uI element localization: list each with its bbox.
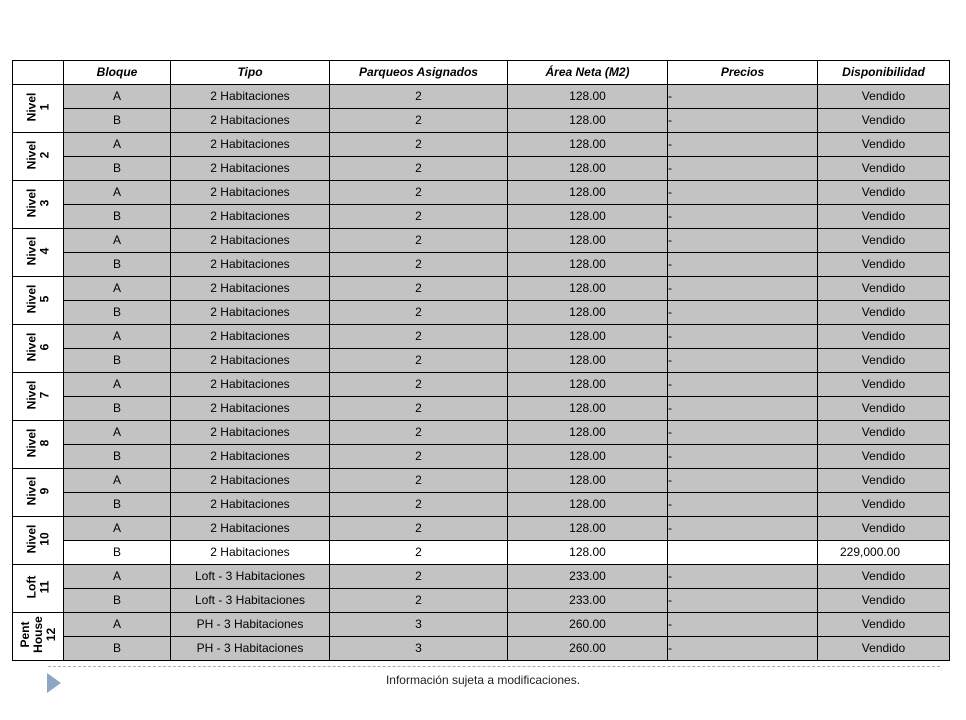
cell-bloque: A bbox=[64, 517, 171, 541]
cell-tipo: 2 Habitaciones bbox=[171, 301, 330, 325]
cell-tipo: PH - 3 Habitaciones bbox=[171, 637, 330, 661]
cell-bloque: A bbox=[64, 421, 171, 445]
cell-tipo: Loft - 3 Habitaciones bbox=[171, 565, 330, 589]
table-row bbox=[13, 469, 950, 493]
cell-disponibilidad: Vendido bbox=[818, 565, 950, 589]
cell-precio: - bbox=[668, 637, 818, 661]
header-area: Área Neta (M2) bbox=[508, 61, 668, 85]
table-row bbox=[13, 277, 950, 301]
cell-area: 233.00 bbox=[508, 565, 668, 589]
table-row bbox=[13, 205, 950, 229]
cell-bloque: B bbox=[64, 157, 171, 181]
cell-precio: - bbox=[668, 517, 818, 541]
cell-precio: - bbox=[668, 589, 818, 613]
cell-precio: - bbox=[668, 397, 818, 421]
cell-parqueos: 2 bbox=[330, 229, 508, 253]
level-label-cell bbox=[13, 133, 64, 181]
table-row bbox=[13, 445, 950, 469]
level-label: Nivel 5 bbox=[24, 284, 51, 313]
cell-bloque: B bbox=[64, 541, 171, 565]
level-label: Nivel 4 bbox=[24, 236, 51, 265]
cell-tipo: 2 Habitaciones bbox=[171, 493, 330, 517]
units-table bbox=[12, 60, 950, 661]
cell-precio: - bbox=[668, 493, 818, 517]
level-label-cell bbox=[13, 277, 64, 325]
cell-parqueos: 2 bbox=[330, 253, 508, 277]
cell-disponibilidad: Vendido bbox=[818, 373, 950, 397]
cell-disponibilidad: Vendido bbox=[818, 493, 950, 517]
cell-parqueos: 2 bbox=[330, 565, 508, 589]
level-label-cell bbox=[13, 421, 64, 469]
cell-tipo: PH - 3 Habitaciones bbox=[171, 613, 330, 637]
header-precios: Precios bbox=[668, 61, 818, 85]
cell-parqueos: 2 bbox=[330, 541, 508, 565]
cell-disponibilidad: Vendido bbox=[818, 229, 950, 253]
table-row bbox=[13, 301, 950, 325]
cell-precio: - bbox=[668, 229, 818, 253]
table-row bbox=[13, 397, 950, 421]
cell-bloque: A bbox=[64, 565, 171, 589]
level-label: Nivel 1 bbox=[24, 92, 51, 121]
cell-bloque: B bbox=[64, 205, 171, 229]
cell-tipo: 2 Habitaciones bbox=[171, 541, 330, 565]
cell-area: 260.00 bbox=[508, 613, 668, 637]
level-label-cell bbox=[13, 613, 64, 661]
level-label: Nivel 8 bbox=[24, 428, 51, 457]
table-row bbox=[13, 85, 950, 109]
level-label-cell bbox=[13, 517, 64, 565]
table-row bbox=[13, 109, 950, 133]
cell-area: 260.00 bbox=[508, 637, 668, 661]
cell-parqueos: 2 bbox=[330, 181, 508, 205]
cell-precio: - bbox=[668, 613, 818, 637]
cell-parqueos: 2 bbox=[330, 493, 508, 517]
cell-area: 128.00 bbox=[508, 229, 668, 253]
header-bloque: Bloque bbox=[64, 61, 171, 85]
cell-bloque: B bbox=[64, 301, 171, 325]
cell-bloque: B bbox=[64, 589, 171, 613]
cell-tipo: Loft - 3 Habitaciones bbox=[171, 589, 330, 613]
cell-area: 128.00 bbox=[508, 421, 668, 445]
cell-precio: - bbox=[668, 325, 818, 349]
cell-parqueos: 2 bbox=[330, 397, 508, 421]
cell-disponibilidad: Vendido bbox=[818, 637, 950, 661]
cell-disponibilidad: Vendido bbox=[818, 133, 950, 157]
cell-disponibilidad: Vendido bbox=[818, 349, 950, 373]
table-row bbox=[13, 421, 950, 445]
cell-tipo: 2 Habitaciones bbox=[171, 109, 330, 133]
table-row bbox=[13, 349, 950, 373]
table-row bbox=[13, 133, 950, 157]
cell-area: 128.00 bbox=[508, 205, 668, 229]
table-row bbox=[13, 229, 950, 253]
cell-disponibilidad: Vendido bbox=[818, 517, 950, 541]
level-label-cell bbox=[13, 373, 64, 421]
cell-area: 128.00 bbox=[508, 253, 668, 277]
cell-precio: - bbox=[668, 181, 818, 205]
cell-precio: - bbox=[668, 373, 818, 397]
cell-disponibilidad: Vendido bbox=[818, 325, 950, 349]
table-row bbox=[13, 613, 950, 637]
level-label: Loft 11 bbox=[24, 575, 51, 598]
cell-tipo: 2 Habitaciones bbox=[171, 85, 330, 109]
cell-bloque: B bbox=[64, 493, 171, 517]
cell-precio: - bbox=[668, 301, 818, 325]
table-row bbox=[13, 253, 950, 277]
cell-disponibilidad: Vendido bbox=[818, 397, 950, 421]
table-row bbox=[13, 637, 950, 661]
header-row bbox=[13, 61, 950, 85]
level-label: Nivel 6 bbox=[24, 332, 51, 361]
cell-tipo: 2 Habitaciones bbox=[171, 133, 330, 157]
cell-precio: - bbox=[668, 85, 818, 109]
cell-area: 128.00 bbox=[508, 325, 668, 349]
level-label-cell bbox=[13, 469, 64, 517]
cell-area: 128.00 bbox=[508, 469, 668, 493]
cell-area: 128.00 bbox=[508, 445, 668, 469]
level-label-cell bbox=[13, 325, 64, 373]
cell-parqueos: 2 bbox=[330, 301, 508, 325]
cell-disponibilidad: Vendido bbox=[818, 301, 950, 325]
cell-disponibilidad: Vendido bbox=[818, 589, 950, 613]
cell-precio: - bbox=[668, 445, 818, 469]
level-label: Pent House 12 bbox=[17, 616, 58, 653]
cell-bloque: A bbox=[64, 85, 171, 109]
cell-precio: - bbox=[668, 205, 818, 229]
cell-bloque: A bbox=[64, 613, 171, 637]
cell-area: 128.00 bbox=[508, 157, 668, 181]
table-row bbox=[13, 565, 950, 589]
cell-precio: - bbox=[668, 109, 818, 133]
cell-bloque: B bbox=[64, 109, 171, 133]
cell-bloque: A bbox=[64, 373, 171, 397]
cell-parqueos: 2 bbox=[330, 133, 508, 157]
cell-disponibilidad: Vendido bbox=[818, 253, 950, 277]
cell-parqueos: 2 bbox=[330, 517, 508, 541]
cell-bloque: A bbox=[64, 325, 171, 349]
cell-precio: - bbox=[668, 349, 818, 373]
cell-bloque: A bbox=[64, 277, 171, 301]
cell-tipo: 2 Habitaciones bbox=[171, 517, 330, 541]
cell-area: 128.00 bbox=[508, 277, 668, 301]
cell-parqueos: 2 bbox=[330, 349, 508, 373]
cell-tipo: 2 Habitaciones bbox=[171, 277, 330, 301]
cell-area: 128.00 bbox=[508, 397, 668, 421]
cell-precio: - bbox=[668, 469, 818, 493]
cell-tipo: 2 Habitaciones bbox=[171, 181, 330, 205]
level-label-cell bbox=[13, 181, 64, 229]
cell-parqueos: 2 bbox=[330, 421, 508, 445]
cell-area: 128.00 bbox=[508, 541, 668, 565]
cell-parqueos: 2 bbox=[330, 85, 508, 109]
cell-area: 128.00 bbox=[508, 373, 668, 397]
cell-tipo: 2 Habitaciones bbox=[171, 469, 330, 493]
cell-tipo: 2 Habitaciones bbox=[171, 253, 330, 277]
table-row bbox=[13, 157, 950, 181]
cell-precio: - bbox=[668, 157, 818, 181]
cell-area: 128.00 bbox=[508, 85, 668, 109]
header-parqueos: Parqueos Asignados bbox=[330, 61, 508, 85]
cell-parqueos: 2 bbox=[330, 205, 508, 229]
level-label: Nivel 3 bbox=[24, 188, 51, 217]
cell-disponibilidad: Vendido bbox=[818, 181, 950, 205]
header-level bbox=[13, 61, 64, 85]
cell-tipo: 2 Habitaciones bbox=[171, 157, 330, 181]
cell-tipo: 2 Habitaciones bbox=[171, 397, 330, 421]
table-row bbox=[13, 517, 950, 541]
cell-precio: - bbox=[668, 133, 818, 157]
header-disponibilidad: Disponibilidad bbox=[818, 61, 950, 85]
cell-bloque: B bbox=[64, 445, 171, 469]
cell-precio: - bbox=[668, 421, 818, 445]
cell-tipo: 2 Habitaciones bbox=[171, 349, 330, 373]
cell-precio: - bbox=[668, 565, 818, 589]
cell-bloque: B bbox=[64, 349, 171, 373]
level-label: Nivel 9 bbox=[24, 476, 51, 505]
cell-bloque: B bbox=[64, 637, 171, 661]
cell-area: 128.00 bbox=[508, 109, 668, 133]
cell-precio: - bbox=[668, 253, 818, 277]
cell-disponibilidad: Vendido bbox=[818, 613, 950, 637]
cell-area: 128.00 bbox=[508, 493, 668, 517]
table-row bbox=[13, 373, 950, 397]
cell-tipo: 2 Habitaciones bbox=[171, 229, 330, 253]
cell-disponibilidad: Vendido bbox=[818, 157, 950, 181]
cell-precio: 229,000.00 bbox=[668, 541, 818, 565]
table-row bbox=[13, 589, 950, 613]
cell-disponibilidad: Vendido bbox=[818, 445, 950, 469]
cell-disponibilidad: Vendido bbox=[818, 469, 950, 493]
cell-disponibilidad: Vendido bbox=[818, 277, 950, 301]
cell-parqueos: 2 bbox=[330, 157, 508, 181]
cell-parqueos: 3 bbox=[330, 637, 508, 661]
cell-area: 128.00 bbox=[508, 181, 668, 205]
cell-bloque: A bbox=[64, 469, 171, 493]
cell-disponibilidad: Vendido bbox=[818, 109, 950, 133]
cell-parqueos: 2 bbox=[330, 109, 508, 133]
table-row bbox=[13, 541, 950, 565]
cell-bloque: B bbox=[64, 253, 171, 277]
cell-area: 128.00 bbox=[508, 133, 668, 157]
level-label: Nivel 7 bbox=[24, 380, 51, 409]
cell-parqueos: 2 bbox=[330, 373, 508, 397]
level-label-cell bbox=[13, 229, 64, 277]
footer-separator bbox=[48, 666, 940, 667]
level-label: Nivel 2 bbox=[24, 140, 51, 169]
level-label-cell bbox=[13, 85, 64, 133]
cell-tipo: 2 Habitaciones bbox=[171, 325, 330, 349]
cell-area: 128.00 bbox=[508, 517, 668, 541]
cell-tipo: 2 Habitaciones bbox=[171, 445, 330, 469]
cell-area: 128.00 bbox=[508, 349, 668, 373]
cell-bloque: A bbox=[64, 133, 171, 157]
cell-disponibilidad: Vendido bbox=[818, 205, 950, 229]
footer-note: Información sujeta a modificaciones. bbox=[385, 673, 581, 687]
cell-area: 128.00 bbox=[508, 301, 668, 325]
cell-parqueos: 2 bbox=[330, 469, 508, 493]
cell-area: 233.00 bbox=[508, 589, 668, 613]
cell-parqueos: 2 bbox=[330, 277, 508, 301]
cell-parqueos: 2 bbox=[330, 445, 508, 469]
level-label-cell bbox=[13, 565, 64, 613]
cell-parqueos: 2 bbox=[330, 325, 508, 349]
cell-parqueos: 3 bbox=[330, 613, 508, 637]
cell-disponibilidad: Vendido bbox=[818, 421, 950, 445]
cell-tipo: 2 Habitaciones bbox=[171, 373, 330, 397]
table-row bbox=[13, 325, 950, 349]
cell-disponibilidad: Vendido bbox=[818, 85, 950, 109]
cell-bloque: A bbox=[64, 229, 171, 253]
cell-parqueos: 2 bbox=[330, 589, 508, 613]
cell-bloque: B bbox=[64, 397, 171, 421]
table-row bbox=[13, 493, 950, 517]
cell-precio: - bbox=[668, 277, 818, 301]
cell-bloque: A bbox=[64, 181, 171, 205]
units-body bbox=[13, 85, 950, 661]
table-row bbox=[13, 181, 950, 205]
cell-tipo: 2 Habitaciones bbox=[171, 205, 330, 229]
header-tipo: Tipo bbox=[171, 61, 330, 85]
cell-tipo: 2 Habitaciones bbox=[171, 421, 330, 445]
level-label: Nivel 10 bbox=[24, 524, 51, 553]
